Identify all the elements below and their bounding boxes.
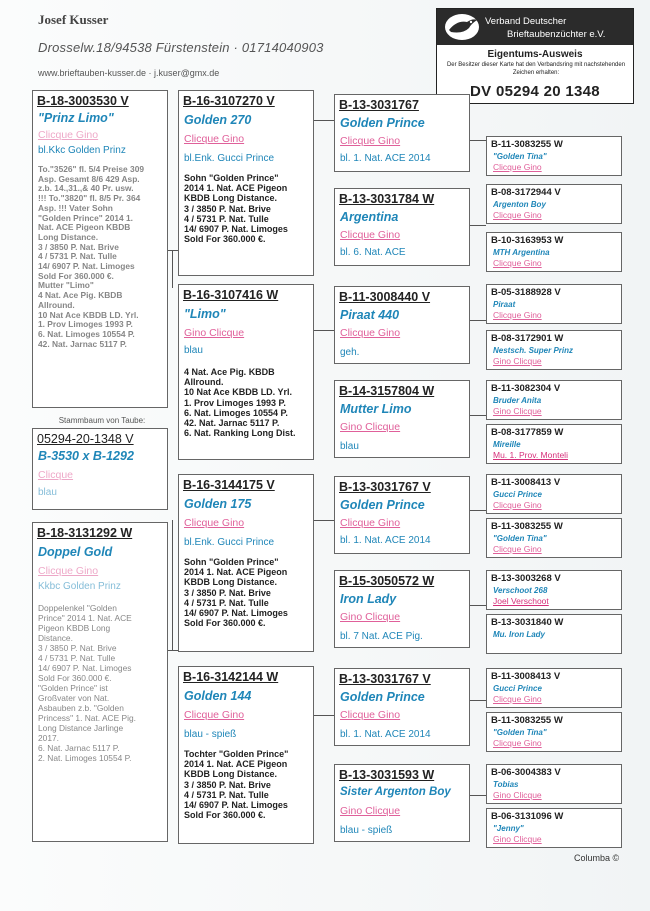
gen3-breeder: Clicque Gino (340, 327, 401, 339)
gen2-breeder: Clicque Gino (184, 517, 245, 529)
gen3-card-5[interactable] (334, 476, 470, 554)
gen4-ring: B-11-3008413 V (491, 477, 561, 488)
gen3-color: bl. 6. Nat. ACE (340, 247, 406, 258)
card-ring-number: DV 05294 20 1348 (470, 83, 600, 100)
gen2-breeder: Clicque Gino (184, 133, 245, 145)
gen4-ring: B-13-3031840 W (491, 617, 564, 628)
gen4-breeder: Clicque Gino (493, 310, 542, 320)
gen3-color: geh. (340, 347, 360, 358)
subject-breeder: Clicque (38, 469, 74, 481)
gen3-card-2[interactable] (334, 188, 470, 266)
gen3-color: bl. 1. Nat. ACE 2014 (340, 729, 431, 740)
gen4-ring: B-06-3004383 V (491, 767, 561, 778)
gen3-name: Argentina (340, 210, 399, 224)
gen4-breeder: Clicque Gino (493, 210, 542, 220)
gen4-name: "Golden Tina" (493, 534, 547, 543)
gen4-name: Mu. Iron Lady (493, 630, 545, 639)
gen4-name: Verschoot 268 (493, 586, 548, 595)
gen4-breeder: Gino Clicque (493, 834, 542, 844)
gen3-ring: B-13-3031767 V (339, 672, 431, 686)
gen4-card-14[interactable] (486, 764, 622, 804)
gen4-card-10[interactable] (486, 570, 622, 610)
gen2-ring: B-16-3142144 W (183, 670, 279, 684)
gen2-name: Golden 144 (184, 689, 252, 703)
gen2-color: bl.Enk. Gucci Prince (184, 537, 275, 548)
gen3-name: Iron Lady (340, 592, 397, 606)
dam-ring: B-18-3131292 W (37, 526, 133, 540)
gen3-card-8[interactable] (334, 764, 470, 842)
gen2-ring: B-16-3107270 V (183, 94, 275, 108)
gen2-breeder: Gino Clicque (184, 327, 245, 339)
gen4-name: Nestsch. Super Prinz (493, 346, 574, 355)
gen2-breeder: Clicque Gino (184, 709, 245, 721)
subject-name: B-3530 x B-1292 (38, 449, 134, 463)
gen4-card-8[interactable] (486, 474, 622, 514)
sire-ring: B-18-3003530 V (37, 94, 129, 108)
gen4-card-15[interactable] (486, 808, 622, 848)
gen3-name: Golden Prince (340, 690, 425, 704)
gen4-ring: B-11-3008413 V (491, 671, 561, 682)
pigeon-logo-icon (443, 12, 481, 42)
gen4-breeder: Gino Clicque (493, 406, 542, 416)
owner-web: www.brieftauben-kusser.de · j.kuser@gmx.de (38, 68, 220, 78)
gen4-breeder: Mu. 1. Prov. Monteli (493, 450, 568, 460)
gen2-name: Golden 270 (184, 113, 252, 127)
gen3-breeder: Clicque Gino (340, 517, 401, 529)
gen4-name: MTH Argentina (493, 248, 550, 257)
gen3-color: bl. 7 Nat. ACE Pig. (340, 631, 423, 642)
gen4-card-5[interactable] (486, 330, 622, 370)
sire-color: bl.Kkc Golden Prinz (38, 145, 126, 156)
subject-ring: 05294-20-1348 V (37, 432, 134, 446)
gen2-name: Golden 175 (184, 497, 252, 511)
ownership-card (436, 8, 634, 104)
gen4-name: Piraat (493, 300, 516, 309)
gen4-breeder: Gino Clicque (493, 790, 542, 800)
gen4-breeder: Clicque Gino (493, 258, 542, 268)
gen3-name: Sister Argenton Boy (340, 786, 451, 798)
gen4-name: Tobias (493, 780, 519, 789)
gen4-card-7[interactable] (486, 424, 622, 464)
gen4-name: Bruder Anita (493, 396, 542, 405)
gen4-ring: B-11-3082304 V (491, 383, 561, 394)
gen4-card-4[interactable] (486, 284, 622, 324)
dam-name: Doppel Gold (38, 545, 113, 559)
gen2-description: Sohn "Golden Prince" 2014 1. Nat. ACE Pigeon KBDB Long Distance. 3 / 3850 P. Nat. Brive 4 / 5731 P. Nat. Tulle 14/ 6907 P. Nat. Limoges Sold For 360.000 €. (184, 557, 288, 629)
gen4-breeder: Gino Clicque (493, 356, 542, 366)
gen4-card-12[interactable] (486, 668, 622, 708)
dam-card[interactable] (32, 522, 168, 842)
gen3-card-6[interactable] (334, 570, 470, 648)
gen4-card-1[interactable] (486, 136, 622, 176)
gen4-name: Mireille (493, 440, 521, 449)
gen4-breeder: Joel Verschoot (493, 596, 549, 606)
owner-name: Josef Kusser (38, 12, 109, 27)
card-title: Eigentums-Ausweis (487, 49, 583, 60)
card-fine-print: Der Besitzer dieser Karte hat den Verbandsring mit nachstehenden Zeichen erhalten: (446, 62, 626, 76)
gen4-ring: B-06-3131096 W (491, 811, 564, 822)
card-org-line1: Verband Deutscher (485, 16, 567, 27)
gen4-card-13[interactable] (486, 712, 622, 752)
sire-breeder: Clicque Gino (38, 129, 99, 141)
gen3-card-3[interactable] (334, 286, 470, 364)
gen3-breeder: Gino Clicque (340, 611, 401, 623)
gen4-ring: B-11-3083255 W (491, 139, 563, 150)
gen4-ring: B-08-3177859 W (491, 427, 564, 438)
gen4-breeder: Clicque Gino (493, 544, 542, 554)
gen4-name: "Jenny" (493, 824, 524, 833)
gen4-ring: B-11-3083255 W (491, 521, 563, 532)
gen3-breeder: Clicque Gino (340, 135, 401, 147)
gen3-breeder: Clicque Gino (340, 229, 401, 241)
gen3-ring: B-14-3157804 W (339, 384, 435, 398)
gen4-card-11[interactable] (486, 614, 622, 654)
sire-description: To."3526" fl. 5/4 Preise 309 Asp. Gesamt 8/6 429 Asp. z.b. 14.,31.,& 40 Pr. usw. !!! To."3820" fl. 8/5 Pr. 364 Asp. !!! Vater Sohn "Golden Prince" 2014 1. Nat. ACE Pigeon KBDB Long Distance. 3 / 3850 P. Nat. Brive 4 / 5731 P. Nat. Tulle 14/ 6907 P. Nat. Limoges Sold For 360.000 €. Mutter "Limo" 4 Nat. Ace Pig. KBDB Allround. 10 Nat Ace KBDB LD. Yrl. 1. Prov Limoges 1993 P. 6. Nat. Limoges 10554 P. 42. Nat. Jarnac 5117 P. (38, 164, 145, 349)
gen4-ring: B-11-3083255 W (491, 715, 563, 726)
gen4-breeder: Clicque Gino (493, 738, 542, 748)
gen4-ring: B-10-3163953 W (491, 235, 564, 246)
gen4-name: Argenton Boy (493, 200, 546, 209)
owner-address: Drosselw.18/94538 Fürstenstein · 01714040903 (38, 40, 324, 55)
gen2-card-2[interactable] (178, 284, 314, 460)
gen4-ring: B-08-3172901 W (491, 333, 564, 344)
gen2-description: 4 Nat. Ace Pig. KBDB Allround. 10 Nat Ace KBDB LD. Yrl. 1. Prov Limoges 1993 P. 6. Nat. Limoges 10554 P. 42. Nat. Jarnac 5117 P. 6. Nat. Ranking Long Dist. (184, 367, 296, 439)
gen4-breeder: Clicque Gino (493, 500, 542, 510)
dam-breeder: Clicque Gino (38, 565, 99, 577)
gen3-ring: B-13-3031593 W (339, 768, 435, 782)
gen4-ring: B-08-3172944 V (491, 187, 561, 198)
gen4-ring: B-13-3003268 V (491, 573, 561, 584)
gen4-name: "Golden Tina" (493, 728, 547, 737)
gen3-ring: B-13-3031784 W (339, 192, 435, 206)
subject-color: blau (38, 487, 57, 498)
gen3-color: blau - spieß (340, 825, 393, 836)
gen3-card-4[interactable] (334, 380, 470, 458)
footer-credit: Columba © (574, 853, 620, 863)
gen2-card-4[interactable] (178, 666, 314, 844)
gen3-ring: B-11-3008440 V (339, 290, 431, 304)
gen3-ring: B-13-3031767 V (339, 480, 431, 494)
dam-description: Doppelenkel "Golden Prince" 2014 1. Nat. ACE Pigeon KBDB Long Distance. 3 / 3850 P. Nat. Brive 4 / 5731 P. Nat. Tulle 14/ 6907 P. Nat. Limoges Sold For 360.000 €. "Golden Prince" ist Großvater von Nat. Asbauben z.b. "Golden Princess" 1. Nat. ACE Pig. Long Distance Jarlinge 2017. 6. Nat. Jarnac 5117 P. 2. Nat. Limoges 10554 P. (38, 603, 136, 763)
gen4-ring: B-05-3188928 V (491, 287, 561, 298)
sire-card[interactable] (32, 90, 168, 408)
gen2-description: Sohn "Golden Prince" 2014 1. Nat. ACE Pigeon KBDB Long Distance. 3 / 3850 P. Nat. Brive 4 / 5731 P. Nat. Tulle 14/ 6907 P. Nat. Limoges Sold For 360.000 €. (184, 173, 288, 245)
gen3-name: Piraat 440 (340, 308, 400, 322)
gen2-color: bl.Enk. Gucci Prince (184, 153, 275, 164)
gen2-color: blau (184, 345, 203, 356)
card-org-line2: Brieftaubenzüchter e.V. (507, 29, 606, 40)
gen3-name: Mutter Limo (340, 402, 412, 416)
gen3-name: Golden Prince (340, 116, 425, 130)
gen4-card-6[interactable] (486, 380, 622, 420)
gen3-ring: B-13-3031767 (339, 98, 419, 112)
gen3-color: bl. 1. Nat. ACE 2014 (340, 153, 431, 164)
gen4-card-2[interactable] (486, 184, 622, 224)
dam-color: Kkbc Golden Prinz (38, 581, 121, 592)
gen2-card-1[interactable] (178, 90, 314, 276)
gen4-name: Gucci Prince (493, 490, 542, 499)
gen4-breeder: Clicque Gino (493, 694, 542, 704)
gen3-breeder: Gino Clicque (340, 805, 401, 817)
gen3-breeder: Clicque Gino (340, 709, 401, 721)
gen4-card-9[interactable] (486, 518, 622, 558)
gen2-name: "Limo" (184, 307, 226, 321)
gen2-color: blau - spieß (184, 729, 237, 740)
gen3-breeder: Gino Clicque (340, 421, 401, 433)
gen2-description: Tochter "Golden Prince" 2014 1. Nat. ACE Pigeon KBDB Long Distance. 3 / 3850 P. Nat. Brive 4 / 5731 P. Nat. Tulle 14/ 6907 P. Nat. Limoges Sold For 360.000 €. (184, 749, 289, 821)
gen4-name: "Golden Tina" (493, 152, 547, 161)
gen3-card-7[interactable] (334, 668, 470, 746)
gen2-ring: B-16-3144175 V (183, 478, 275, 492)
subject-card[interactable] (32, 428, 168, 510)
gen4-card-3[interactable] (486, 232, 622, 272)
gen3-color: blau (340, 441, 359, 452)
gen2-card-3[interactable] (178, 474, 314, 652)
gen2-ring: B-16-3107416 W (183, 288, 279, 302)
gen3-name: Golden Prince (340, 498, 425, 512)
gen3-card-1[interactable] (334, 94, 470, 172)
subject-caption: Stammbaum von Taube: (58, 416, 146, 425)
gen4-breeder: Clicque Gino (493, 162, 542, 172)
gen4-name: Gucci Prince (493, 684, 542, 693)
gen3-color: bl. 1. Nat. ACE 2014 (340, 535, 431, 546)
sire-name: "Prinz Limo" (38, 111, 114, 125)
gen3-ring: B-15-3050572 W (339, 574, 435, 588)
